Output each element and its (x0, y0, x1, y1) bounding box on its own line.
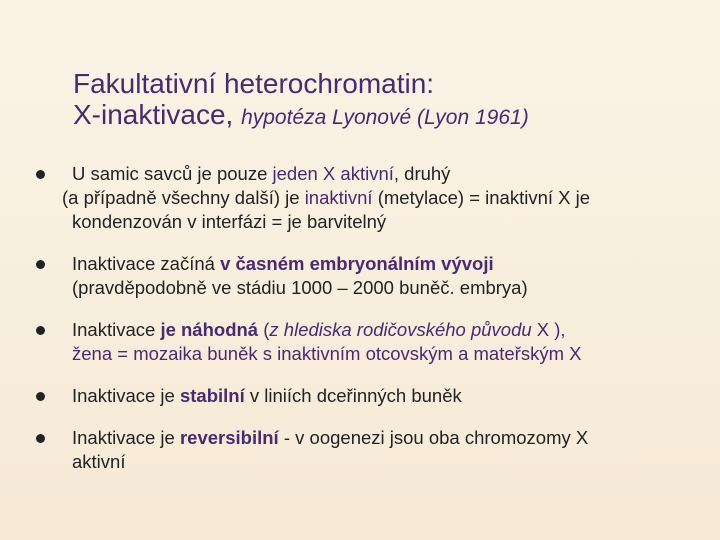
highlight-text: ( (258, 319, 270, 340)
highlight-text: je náhodná (160, 319, 259, 340)
title-main: X-inaktivace, (73, 99, 234, 130)
bullet-text: kondenzován v interfázi = je barvitelný (72, 211, 387, 232)
bullet-dot-icon (36, 326, 45, 335)
bullet-line (62, 186, 701, 210)
bullet-dot-icon (36, 260, 45, 269)
bullet-text: (pravděpodobně ve stádiu 1000 – 2000 buněč. embrya) (72, 277, 528, 298)
bullet-text: - v oogenezi jsou oba chromozomy X (278, 427, 589, 448)
highlight-text: inaktivní (304, 187, 373, 208)
bullet-text: aktivní (72, 451, 126, 472)
bullet-text: U samic savců je pouze (72, 163, 273, 184)
highlight-text: žena = mozaika buněk s inaktivním otcovským a mateřským X (72, 343, 582, 364)
bullet-line (72, 384, 701, 408)
bullet-line (72, 162, 701, 186)
bullet-line (72, 210, 701, 234)
title-line-2 (73, 99, 693, 133)
highlight-text: X ), (531, 319, 566, 340)
bullet-line (72, 252, 701, 276)
highlight-text: z hlediska rodičovského původu (269, 319, 532, 340)
bullet-text: Inaktivace začíná (72, 253, 221, 274)
bullet-text: v liniích dceřinných buněk (244, 385, 462, 406)
title-line-1: Fakultativní heterochromatin: (73, 68, 435, 99)
title-subtitle: hypotéza Lyonové (Lyon 1961) (241, 106, 529, 129)
highlight-text: v časném embryonálním vývoji (220, 253, 494, 274)
bullet-dot-icon (36, 434, 45, 443)
bullet-item (36, 426, 701, 474)
bullet-item (36, 162, 701, 234)
bullet-item (36, 384, 701, 408)
bullet-text: (metylace) = inaktivní X je (372, 187, 591, 208)
bullet-line (72, 342, 701, 366)
bullet-list (36, 162, 701, 492)
bullet-dot-icon (36, 392, 45, 401)
highlight-text: stabilní (179, 385, 245, 406)
bullet-text: Inaktivace je (72, 385, 180, 406)
bullet-item (36, 318, 701, 366)
bullet-line (72, 276, 701, 300)
bullet-text: Inaktivace (72, 319, 161, 340)
bullet-text: , druhý (393, 163, 451, 184)
bullet-dot-icon (36, 170, 45, 179)
slide-title (73, 68, 693, 133)
bullet-text: Inaktivace je (72, 427, 180, 448)
bullet-line (72, 450, 701, 474)
bullet-line (72, 426, 701, 450)
highlight-text: jeden X aktivní (272, 163, 394, 184)
bullet-text: (a případně všechny další) je (62, 187, 305, 208)
highlight-text: reversibilní (179, 427, 279, 448)
bullet-item (36, 252, 701, 300)
bullet-line (72, 318, 701, 342)
